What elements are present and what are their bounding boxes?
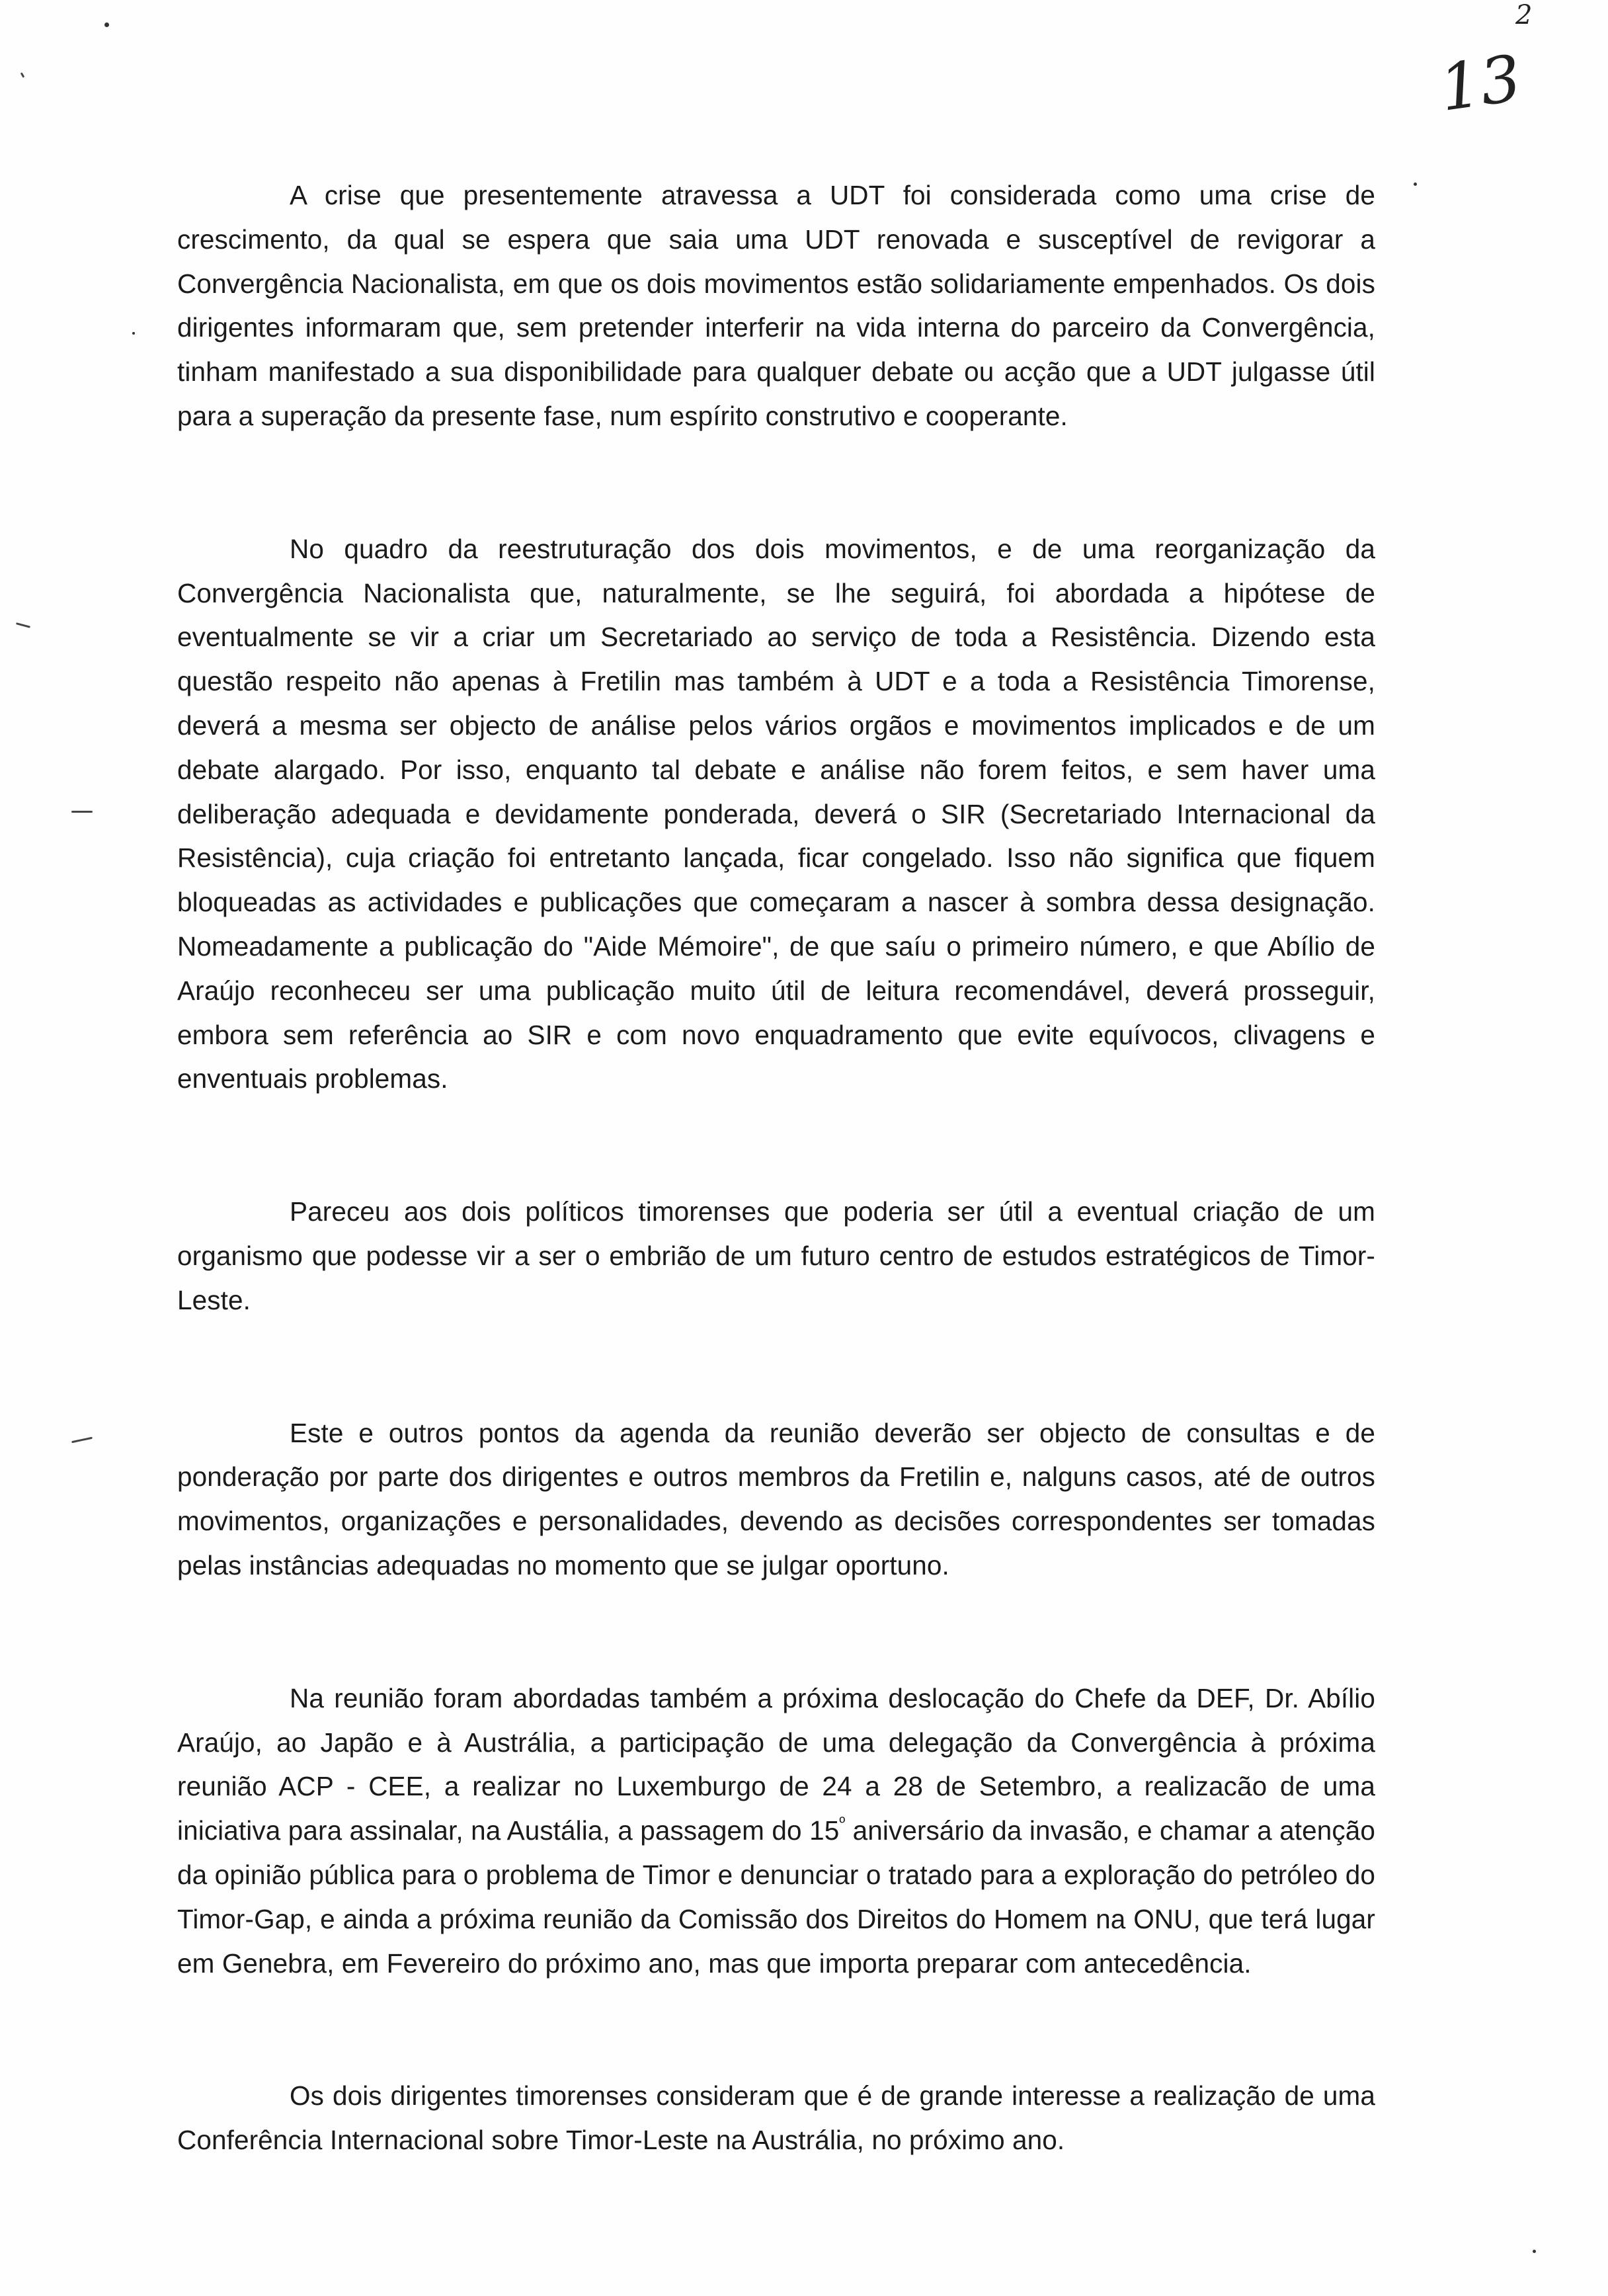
handwritten-page-number: 13 bbox=[1435, 41, 1526, 126]
scan-mark bbox=[71, 811, 93, 813]
scan-speck bbox=[132, 332, 135, 335]
paragraph bbox=[177, 1676, 1375, 1986]
paragraph: No quadro da reestruturação dos dois movimentos, e de uma reorganização da Convergência Nacionalista que, naturalmente, se lhe seguirá, foi abordada a hipótese de eventualmente se vir a criar um Secretariado ao serviço de toda a Resistência. Dizendo esta questão respeito não apenas à Fretilin mas também à UDT e a toda a Resistência Timorense, deverá a mesma ser objecto de análise pelos vários orgãos e movimentos implicados e de um debate alargado. Por isso, enquanto tal debate e análise não forem feitos, e sem haver uma deliberação adequada e devidamente ponderada, deverá o SIR (Secretariado Internacional da Resistência), cuja criação foi entretanto lançada, ficar congelado. Isso não significa que fiquem bloqueadas as actividades e publicações que começaram a nascer à sombra dessa designação. Nomeadamente a publicação do "Aide Mémoire", de que saíu o primeiro número, e que Abílio de Araújo reconheceu ser uma publicação muito útil de leitura recomendável, deverá prosseguir, embora sem referência ao SIR e com novo enquadramento que evite equívocos, clivagens e enventuais problemas. bbox=[177, 533, 1375, 1094]
ordinal-indicator: º bbox=[839, 1814, 846, 1832]
paragraph: Os dois dirigentes timorenses consideram que é de grande interesse a realização de uma Conferência Internacional sobre Timor-Leste na Austrália, no próximo ano. bbox=[177, 2080, 1375, 2156]
scan-mark bbox=[16, 622, 30, 628]
scan-speck bbox=[104, 22, 109, 27]
letter-body bbox=[177, 173, 1375, 2162]
scan-mark bbox=[71, 1437, 93, 1444]
paragraph-text: aniversário da invasão, e chamar a atenção da opinião pública para o problema de Timor e denunciar o tratado para a exploração do petróleo do Timor-Gap, e ainda a próxima reunião da Comissão dos Direitos do Homem na ONU, que terá lugar em Genebra, em Fevereiro do próximo ano, mas que importa preparar com antecedência. bbox=[177, 1815, 1375, 1979]
page-number: 2 bbox=[1515, 0, 1533, 30]
paragraph: A crise que presentemente atravessa a UDT foi considerada como uma crise de crescimento, da qual se espera que saia uma UDT renovada e susceptível de revigorar a Convergência Nacionalista, em que os dois movimentos estão solidariamente empenhados. Os dois dirigentes informaram que, sem pretender interferir na vida interna do parceiro da Convergência, tinham manifestado a sua disponibilidade para qualquer debate ou acção que a UDT julgasse útil para a superação da presente fase, num espírito construtivo e cooperante. bbox=[177, 180, 1375, 431]
scan-speck bbox=[1533, 2250, 1536, 2253]
paragraph-text: Na reunião foram abordadas também a próxima deslocação do Chefe da DEF, Dr. Abílio Araújo, ao Japão e à Austrália, a participação de uma delegação da Convergência à próxima reunião ACP - CEE, a realizar no Luxemburgo de 24 a 28 de Setembro, a realizacão de uma iniciativa para assinalar, na Austália, a passagem do 15 bbox=[177, 1682, 1375, 1846]
paragraph: Este e outros pontos da agenda da reunião deverão ser objecto de consultas e de ponderação por parte dos dirigentes e outros membros da Fretilin e, nalguns casos, até de outros movimentos, organizações e personalidades, devendo as decisões correspondentes ser tomadas pelas instâncias adequadas no momento que se julgar oportuno. bbox=[177, 1417, 1375, 1580]
paragraph: Pareceu aos dois políticos timorenses que poderia ser útil a eventual criação de um organismo que podesse vir a ser o embrião de um futuro centro de estudos estratégicos de Timor-Leste. bbox=[177, 1196, 1375, 1315]
scan-speck bbox=[1414, 183, 1417, 186]
scan-mark bbox=[20, 72, 25, 77]
